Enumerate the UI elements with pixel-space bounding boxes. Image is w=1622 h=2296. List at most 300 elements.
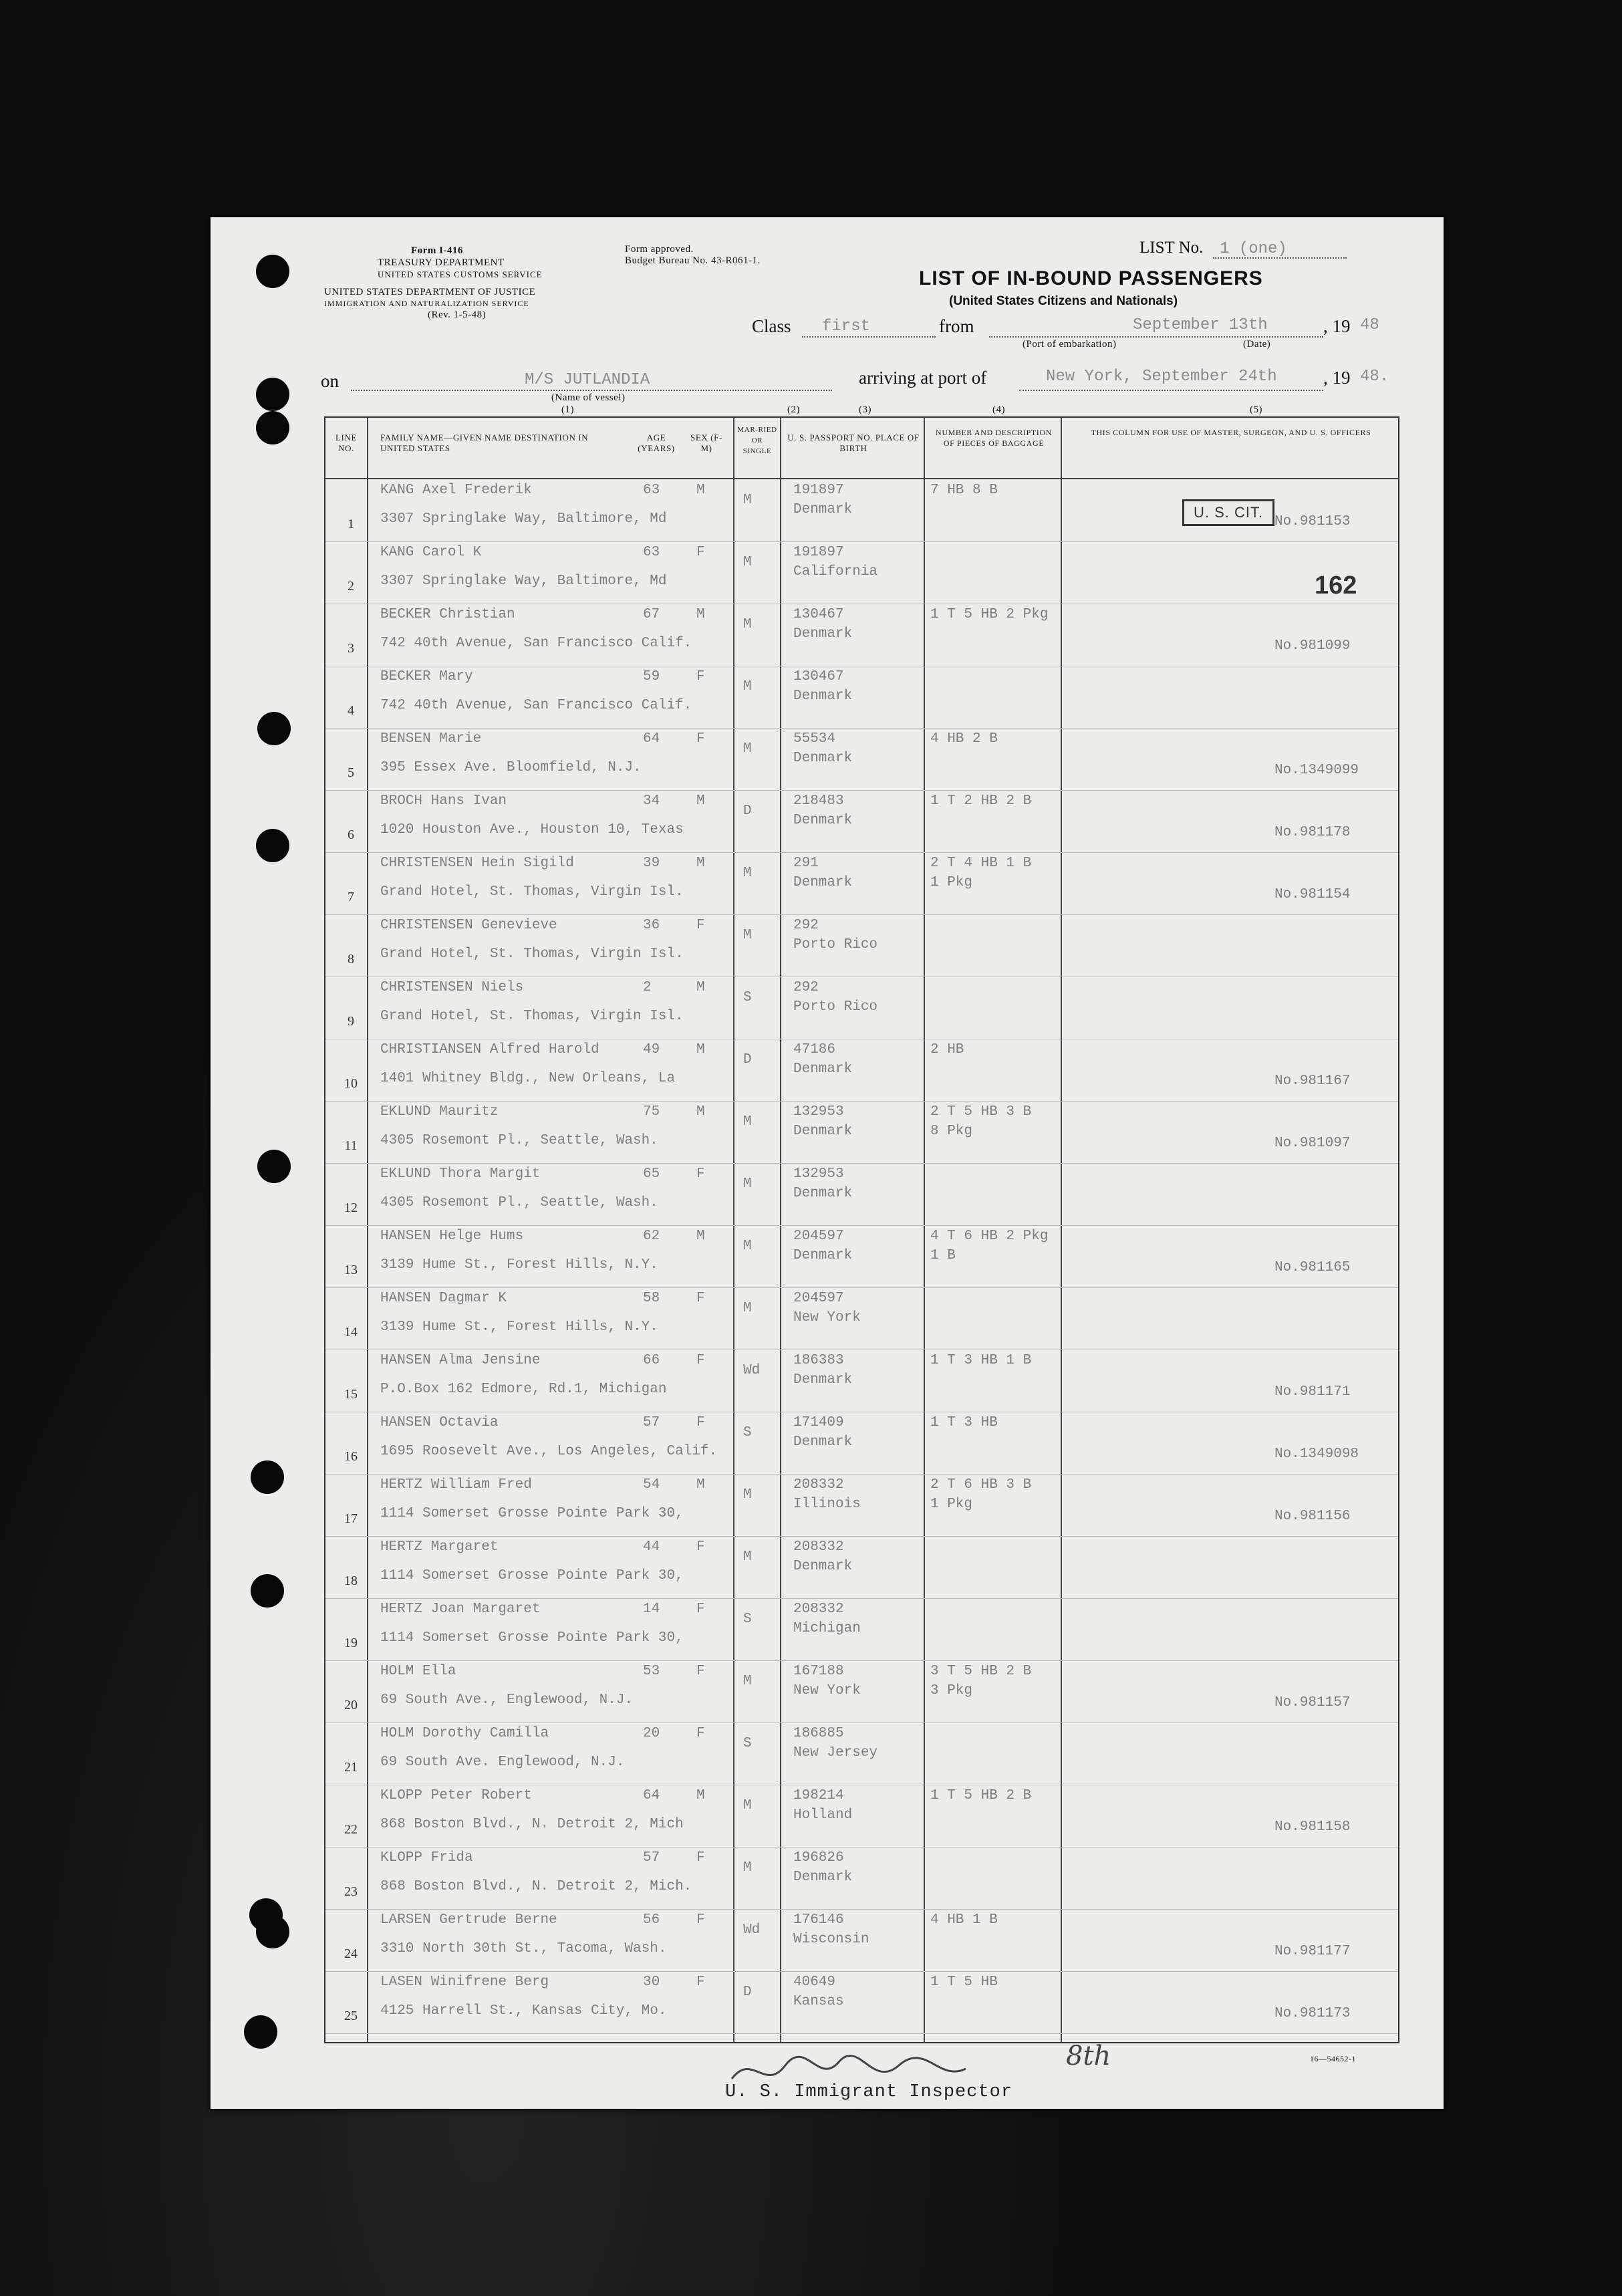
- cell-birth: New York: [793, 1310, 861, 1325]
- cell-officer: No.981178: [1274, 825, 1351, 840]
- document-subtitle: (United States Citizens and Nationals): [949, 294, 1178, 308]
- cell-ms: S: [743, 1612, 752, 1627]
- cell-birth: New York: [793, 1683, 861, 1698]
- table-row: [325, 1598, 1398, 1661]
- table-row: [325, 1536, 1398, 1599]
- cell-dest: 4125 Harrell St., Kansas City, Mo.: [380, 2003, 667, 2019]
- customs-service: UNITED STATES CUSTOMS SERVICE: [378, 269, 543, 279]
- cell-bag1: 1 T 5 HB 2 B: [930, 1788, 1032, 1803]
- cell-name: LASEN Winifrene Berg: [380, 1974, 549, 1990]
- cell-name: BENSEN Marie: [380, 731, 482, 747]
- arriving-label: arriving at port of: [859, 368, 987, 388]
- list-no-label: LIST No.: [1139, 239, 1204, 257]
- cell-passport: 167188: [793, 1664, 844, 1679]
- table-row: [325, 728, 1398, 791]
- cell-birth: Michigan: [793, 1621, 861, 1636]
- line-number: 20: [344, 1698, 358, 1712]
- punch-hole: [256, 378, 289, 411]
- punch-hole: [251, 1574, 284, 1608]
- cell-passport: 130467: [793, 607, 844, 622]
- cell-sex: F: [696, 1726, 705, 1741]
- cell-dest: 69 South Ave. Englewood, N.J.: [380, 1755, 625, 1770]
- table-row: [325, 1785, 1398, 1847]
- header-line-no: LINE NO.: [335, 432, 357, 453]
- header-married: MAR-RIED OR SINGLE: [737, 426, 777, 455]
- cell-birth: Denmark: [793, 751, 853, 766]
- cell-bag1: 1 T 3 HB: [930, 1415, 998, 1430]
- col-num-5: (5): [1250, 404, 1262, 415]
- cell-name: KLOPP Peter Robert: [380, 1788, 532, 1803]
- line-number: 6: [348, 827, 354, 842]
- cell-sex: M: [696, 856, 705, 871]
- cell-age: 64: [643, 1788, 660, 1803]
- cell-name: CHRISTENSEN Niels: [380, 980, 524, 995]
- cell-name: HOLM Ella: [380, 1664, 456, 1679]
- cell-passport: 191897: [793, 545, 844, 560]
- cell-dest: 1020 Houston Ave., Houston 10, Texas: [380, 822, 684, 838]
- cell-birth: Denmark: [793, 1372, 853, 1388]
- col-num-2: (2): [787, 404, 800, 415]
- cell-name: HERTZ William Fred: [380, 1477, 532, 1493]
- cell-dest: Grand Hotel, St. Thomas, Virgin Isl.: [380, 884, 684, 900]
- cell-birth: Denmark: [793, 1434, 853, 1450]
- line-number: 17: [344, 1511, 358, 1526]
- cell-passport: 176146: [793, 1912, 844, 1928]
- cell-birth: Denmark: [793, 1186, 853, 1201]
- cell-bag1: 2 T 5 HB 3 B: [930, 1104, 1032, 1120]
- header-officers: THIS COLUMN FOR USE OF MASTER, SURGEON, AND U. S. OFFICERS: [1091, 428, 1371, 437]
- cell-age: 62: [643, 1229, 660, 1244]
- cell-birth: Illinois: [793, 1497, 861, 1512]
- line-number: 23: [344, 1884, 358, 1899]
- cell-birth: Denmark: [793, 502, 853, 517]
- cell-ms: M: [743, 1798, 752, 1813]
- cell-officer: No.981156: [1274, 1509, 1351, 1524]
- cell-age: 20: [643, 1726, 660, 1741]
- inspector-label: U. S. Immigrant Inspector: [725, 2082, 1013, 2102]
- col-num-4: (4): [992, 404, 1005, 415]
- cell-sex: F: [696, 1291, 705, 1306]
- cell-name: EKLUND Thora Margit: [380, 1166, 541, 1182]
- table-row: [325, 914, 1398, 977]
- line-number: 13: [344, 1263, 358, 1277]
- cell-dest: 3310 North 30th St., Tacoma, Wash.: [380, 1941, 667, 1956]
- cell-passport: 198214: [793, 1788, 844, 1803]
- cell-name: HERTZ Margaret: [380, 1539, 499, 1555]
- cell-dest: 1114 Somerset Grosse Pointe Park 30,: [380, 1630, 684, 1646]
- table-row: [325, 1350, 1398, 1412]
- cell-age: 56: [643, 1912, 660, 1928]
- table-row: [325, 1971, 1398, 2034]
- punch-hole: [257, 1150, 291, 1183]
- cell-birth: California: [793, 564, 878, 580]
- cell-birth: New Jersey: [793, 1745, 878, 1761]
- cell-age: 53: [643, 1664, 660, 1679]
- cell-ms: Wd: [743, 1922, 761, 1938]
- cell-age: 63: [643, 545, 660, 560]
- page-number: 162: [1315, 571, 1357, 600]
- cell-officer: No.981153: [1274, 514, 1351, 529]
- cell-bag1: 1 T 5 HB 2 Pkg: [930, 607, 1049, 622]
- cell-name: HANSEN Helge Hums: [380, 1229, 524, 1244]
- line-number: 1: [348, 517, 354, 531]
- line-number: 9: [348, 1014, 354, 1029]
- cell-passport: 55534: [793, 731, 836, 747]
- cell-passport: 171409: [793, 1415, 844, 1430]
- cell-age: 67: [643, 607, 660, 622]
- line-number: 4: [348, 703, 354, 718]
- col-num-3: (3): [859, 404, 871, 415]
- class-value: first: [822, 317, 871, 336]
- cell-ms: M: [743, 1487, 752, 1503]
- cell-name: BECKER Mary: [380, 669, 473, 684]
- manifest-page: [211, 217, 1444, 2109]
- cell-birth: Denmark: [793, 1559, 853, 1574]
- header-age: AGE (YEARS): [638, 432, 675, 453]
- cell-birth: Denmark: [793, 1124, 853, 1139]
- cell-dest: 1695 Roosevelt Ave., Los Angeles, Calif.: [380, 1444, 718, 1459]
- table-row: [325, 1039, 1398, 1102]
- cell-dest: 3307 Springlake Way, Baltimore, Md: [380, 511, 667, 527]
- col-num-1: (1): [561, 404, 574, 415]
- cell-passport: 291: [793, 856, 819, 871]
- cell-name: CHRISTENSEN Hein Sigild: [380, 856, 574, 871]
- cell-dest: 868 Boston Blvd., N. Detroit 2, Mich.: [380, 1879, 692, 1894]
- port-embark-caption: (Port of embarkation): [1023, 339, 1117, 350]
- punch-hole: [256, 829, 289, 862]
- passenger-table: [324, 416, 1399, 2043]
- header-name: FAMILY NAME—GIVEN NAME DESTINATION IN UNITED STATES: [380, 432, 589, 453]
- cell-passport: 204597: [793, 1229, 844, 1244]
- cell-age: 58: [643, 1291, 660, 1306]
- table-row: [325, 1287, 1398, 1350]
- cell-age: 49: [643, 1042, 660, 1057]
- cell-bag1: 1 T 5 HB: [930, 1974, 998, 1990]
- cell-officer: No.981177: [1274, 1944, 1351, 1959]
- on-label: on: [321, 371, 339, 391]
- cell-sex: F: [696, 1912, 705, 1928]
- cell-birth: Holland: [793, 1807, 853, 1823]
- cell-sex: F: [696, 1664, 705, 1679]
- cell-name: HOLM Dorothy Camilla: [380, 1726, 549, 1741]
- line-number: 19: [344, 1636, 358, 1650]
- cell-age: 34: [643, 793, 660, 809]
- cell-sex: M: [696, 1104, 705, 1120]
- punch-hole: [256, 255, 289, 288]
- cell-birth: Kansas: [793, 1994, 844, 2009]
- table-row: [325, 1660, 1398, 1723]
- punch-hole: [244, 2015, 277, 2049]
- cell-officer: No.981173: [1274, 2006, 1351, 2021]
- cell-officer: No.1349099: [1274, 763, 1359, 778]
- signature-date: 8th: [1066, 2041, 1111, 2071]
- arriving-value: New York, September 24th: [1046, 368, 1277, 386]
- line-number: 25: [344, 2009, 358, 2023]
- cell-ms: M: [743, 493, 752, 508]
- cell-officer: No.981154: [1274, 887, 1351, 902]
- from-value: September 13th: [1133, 316, 1268, 334]
- cell-bag1: 2 T 6 HB 3 B: [930, 1477, 1032, 1493]
- table-row: [325, 1474, 1398, 1537]
- cell-age: 66: [643, 1353, 660, 1368]
- punch-hole: [256, 1915, 289, 1948]
- cell-sex: F: [696, 669, 705, 684]
- cell-birth: Denmark: [793, 688, 853, 704]
- table-row: [325, 1723, 1398, 1785]
- cell-officer: No.981097: [1274, 1136, 1351, 1151]
- year-value-1: 48: [1360, 316, 1379, 334]
- justice-dept: UNITED STATES DEPARTMENT OF JUSTICE: [324, 287, 536, 297]
- cell-dest: 69 South Ave., Englewood, N.J.: [380, 1692, 634, 1708]
- line-number: 8: [348, 952, 354, 967]
- cell-age: 57: [643, 1850, 660, 1866]
- cell-sex: F: [696, 918, 705, 933]
- cell-dest: Grand Hotel, St. Thomas, Virgin Isl.: [380, 1009, 684, 1024]
- line-number: 7: [348, 890, 354, 904]
- cell-sex: F: [696, 545, 705, 560]
- cell-sex: M: [696, 483, 705, 498]
- cell-bag2: 8 Pkg: [930, 1124, 973, 1139]
- cell-birth: Denmark: [793, 875, 853, 890]
- from-line: [989, 336, 1323, 338]
- form-number: Form I-416: [411, 245, 463, 256]
- cell-birth: Denmark: [793, 626, 853, 642]
- cell-birth: Porto Rico: [793, 937, 878, 952]
- cell-dest: 1401 Whitney Bldg., New Orleans, La: [380, 1071, 676, 1086]
- line-number: 2: [348, 579, 354, 594]
- line-number: 16: [344, 1449, 358, 1464]
- punch-hole: [251, 1460, 284, 1494]
- line-number: 3: [348, 641, 354, 656]
- cell-birth: Denmark: [793, 1870, 853, 1885]
- cell-age: 63: [643, 483, 660, 498]
- cell-birth: Denmark: [793, 1061, 853, 1077]
- cell-officer: No.981171: [1274, 1384, 1351, 1400]
- cell-age: 44: [643, 1539, 660, 1555]
- punch-hole: [257, 712, 291, 745]
- cell-ms: M: [743, 1301, 752, 1316]
- cell-passport: 132953: [793, 1166, 844, 1182]
- cell-sex: F: [696, 1974, 705, 1990]
- cell-sex: F: [696, 1539, 705, 1555]
- cell-dest: 395 Essex Ave. Bloomfield, N.J.: [380, 760, 642, 775]
- cell-name: HANSEN Dagmar K: [380, 1291, 507, 1306]
- cell-passport: 186383: [793, 1353, 844, 1368]
- cell-name: EKLUND Mauritz: [380, 1104, 499, 1120]
- vessel-caption: (Name of vessel): [551, 392, 626, 403]
- cell-name: HANSEN Octavia: [380, 1415, 499, 1430]
- cell-passport: 132953: [793, 1104, 844, 1120]
- cell-ms: S: [743, 1736, 752, 1751]
- revision: (Rev. 1-5-48): [428, 309, 487, 320]
- cell-age: 57: [643, 1415, 660, 1430]
- cell-age: 14: [643, 1602, 660, 1617]
- cell-birth: Wisconsin: [793, 1932, 869, 1947]
- cell-dest: 3307 Springlake Way, Baltimore, Md: [380, 573, 667, 589]
- line-number: 24: [344, 1946, 358, 1961]
- table-row: [325, 1847, 1398, 1910]
- table-row: [325, 1412, 1398, 1475]
- cell-name: CHRISTENSEN Genevieve: [380, 918, 557, 933]
- cell-sex: M: [696, 607, 705, 622]
- cell-passport: 292: [793, 918, 819, 933]
- cell-name: LARSEN Gertrude Berne: [380, 1912, 557, 1928]
- cell-bag1: 3 T 5 HB 2 B: [930, 1664, 1032, 1679]
- cell-ms: M: [743, 928, 752, 943]
- line-number: 18: [344, 1573, 358, 1588]
- table-row: [325, 1909, 1398, 1972]
- line-number: 21: [344, 1760, 358, 1775]
- cell-bag2: 1 Pkg: [930, 1497, 973, 1512]
- cell-age: 65: [643, 1166, 660, 1182]
- cell-birth: Denmark: [793, 1248, 853, 1263]
- cell-age: 54: [643, 1477, 660, 1493]
- cell-dest: P.O.Box 162 Edmore, Rd.1, Michigan: [380, 1382, 667, 1397]
- line-number: 14: [344, 1325, 358, 1340]
- cell-dest: Grand Hotel, St. Thomas, Virgin Isl.: [380, 946, 684, 962]
- cell-ms: M: [743, 679, 752, 694]
- cell-ms: M: [743, 741, 752, 757]
- cell-passport: 292: [793, 980, 819, 995]
- cell-sex: F: [696, 1850, 705, 1866]
- cell-name: KANG Axel Frederik: [380, 483, 532, 498]
- cell-sex: M: [696, 980, 705, 995]
- cell-name: CHRISTIANSEN Alfred Harold: [380, 1042, 599, 1057]
- budget-bureau: Budget Bureau No. 43-R061-1.: [625, 255, 761, 266]
- cell-sex: M: [696, 1788, 705, 1803]
- cell-ms: M: [743, 1674, 752, 1689]
- cell-ms: M: [743, 866, 752, 881]
- cell-ms: D: [743, 1052, 752, 1067]
- document-title: LIST OF IN-BOUND PASSENGERS: [919, 267, 1263, 289]
- line-number: 15: [344, 1387, 358, 1402]
- year-label-2: , 19: [1323, 368, 1351, 388]
- cell-dest: 1114 Somerset Grosse Pointe Park 30,: [380, 1568, 684, 1583]
- cell-sex: M: [696, 793, 705, 809]
- cell-officer: No.981165: [1274, 1260, 1351, 1275]
- cell-ms: M: [743, 1114, 752, 1130]
- cell-name: HERTZ Joan Margaret: [380, 1602, 541, 1617]
- cell-passport: 208332: [793, 1477, 844, 1493]
- table-row: [325, 1163, 1398, 1226]
- form-approved: Form approved.: [625, 244, 694, 255]
- cell-officer: No.1349098: [1274, 1446, 1359, 1462]
- cell-name: KLOPP Frida: [380, 1850, 473, 1866]
- cell-ms: D: [743, 1985, 752, 2000]
- header-baggage: NUMBER AND DESCRIPTION OF PIECES OF BAGGAGE: [936, 428, 1052, 448]
- citizen-stamp: U. S. CIT.: [1182, 499, 1274, 526]
- cell-passport: 208332: [793, 1539, 844, 1555]
- table-row: [325, 666, 1398, 729]
- line-number: 12: [344, 1200, 358, 1215]
- cell-bag1: 4 T 6 HB 2 Pkg: [930, 1229, 1049, 1244]
- line-number: 11: [344, 1138, 358, 1153]
- cell-bag2: 3 Pkg: [930, 1683, 973, 1698]
- line-number: 10: [344, 1076, 358, 1091]
- cell-birth: Denmark: [793, 813, 853, 828]
- cell-dest: 742 40th Avenue, San Francisco Calif.: [380, 698, 692, 713]
- cell-sex: F: [696, 1166, 705, 1182]
- table-row: [325, 1101, 1398, 1164]
- punch-hole: [256, 411, 289, 444]
- cell-sex: F: [696, 731, 705, 747]
- cell-bag1: 4 HB 1 B: [930, 1912, 998, 1928]
- cell-ms: Wd: [743, 1363, 761, 1378]
- cell-bag1: 2 HB: [930, 1042, 964, 1057]
- cell-age: 59: [643, 669, 660, 684]
- header-sex: SEX (F-M): [690, 432, 722, 453]
- line-number: 22: [344, 1822, 358, 1837]
- cell-dest: 3139 Hume St., Forest Hills, N.Y.: [380, 1319, 658, 1335]
- date-caption: (Date): [1243, 339, 1271, 350]
- from-label: from: [939, 316, 974, 336]
- table-row: [325, 1225, 1398, 1288]
- cell-ms: S: [743, 990, 752, 1005]
- year-value-2: 48.: [1360, 368, 1389, 386]
- table-row: [325, 790, 1398, 853]
- cell-ms: M: [743, 1176, 752, 1192]
- cell-passport: 130467: [793, 669, 844, 684]
- cell-dest: 3139 Hume St., Forest Hills, N.Y.: [380, 1257, 658, 1273]
- cell-bag1: 1 T 3 HB 1 B: [930, 1353, 1032, 1368]
- cell-age: 30: [643, 1974, 660, 1990]
- line-number: 5: [348, 765, 354, 780]
- cell-bag2: 1 Pkg: [930, 875, 973, 890]
- class-line: [802, 336, 936, 338]
- class-label: Class: [752, 316, 791, 336]
- header-passport: U. S. PASSPORT NO. PLACE OF BIRTH: [787, 432, 920, 453]
- cell-sex: M: [696, 1042, 705, 1057]
- cell-name: BECKER Christian: [380, 607, 515, 622]
- table-row: [325, 541, 1398, 604]
- table-row: [325, 977, 1398, 1039]
- cell-ms: M: [743, 1239, 752, 1254]
- cell-officer: No.981167: [1274, 1073, 1351, 1089]
- cell-passport: 47186: [793, 1042, 836, 1057]
- cell-sex: F: [696, 1353, 705, 1368]
- cell-passport: 208332: [793, 1602, 844, 1617]
- list-no-value: 1 (one): [1220, 240, 1287, 258]
- cell-age: 39: [643, 856, 660, 871]
- cell-dest: 4305 Rosemont Pl., Seattle, Wash.: [380, 1133, 658, 1148]
- cell-ms: S: [743, 1425, 752, 1440]
- cell-ms: M: [743, 1549, 752, 1565]
- cell-age: 75: [643, 1104, 660, 1120]
- cell-passport: 218483: [793, 793, 844, 809]
- cell-age: 36: [643, 918, 660, 933]
- cell-name: KANG Carol K: [380, 545, 482, 560]
- vessel-name: M/S JUTLANDIA: [525, 371, 650, 389]
- table-row: [325, 604, 1398, 666]
- year-label-1: , 19: [1323, 316, 1351, 336]
- cell-officer: No.981099: [1274, 638, 1351, 654]
- cell-bag1: 1 T 2 HB 2 B: [930, 793, 1032, 809]
- cell-ms: M: [743, 555, 752, 570]
- cell-officer: No.981157: [1274, 1695, 1351, 1710]
- cell-passport: 40649: [793, 1974, 836, 1990]
- cell-birth: Porto Rico: [793, 999, 878, 1015]
- treasury-dept: TREASURY DEPARTMENT: [378, 257, 505, 268]
- cell-dest: 4305 Rosemont Pl., Seattle, Wash.: [380, 1195, 658, 1210]
- arriving-line: [1019, 390, 1323, 391]
- form-code: 16—54652-1: [1310, 2054, 1356, 2063]
- cell-passport: 196826: [793, 1850, 844, 1866]
- cell-age: 64: [643, 731, 660, 747]
- cell-name: HANSEN Alma Jensine: [380, 1353, 541, 1368]
- cell-bag1: 2 T 4 HB 1 B: [930, 856, 1032, 871]
- cell-sex: M: [696, 1229, 705, 1244]
- cell-sex: F: [696, 1415, 705, 1430]
